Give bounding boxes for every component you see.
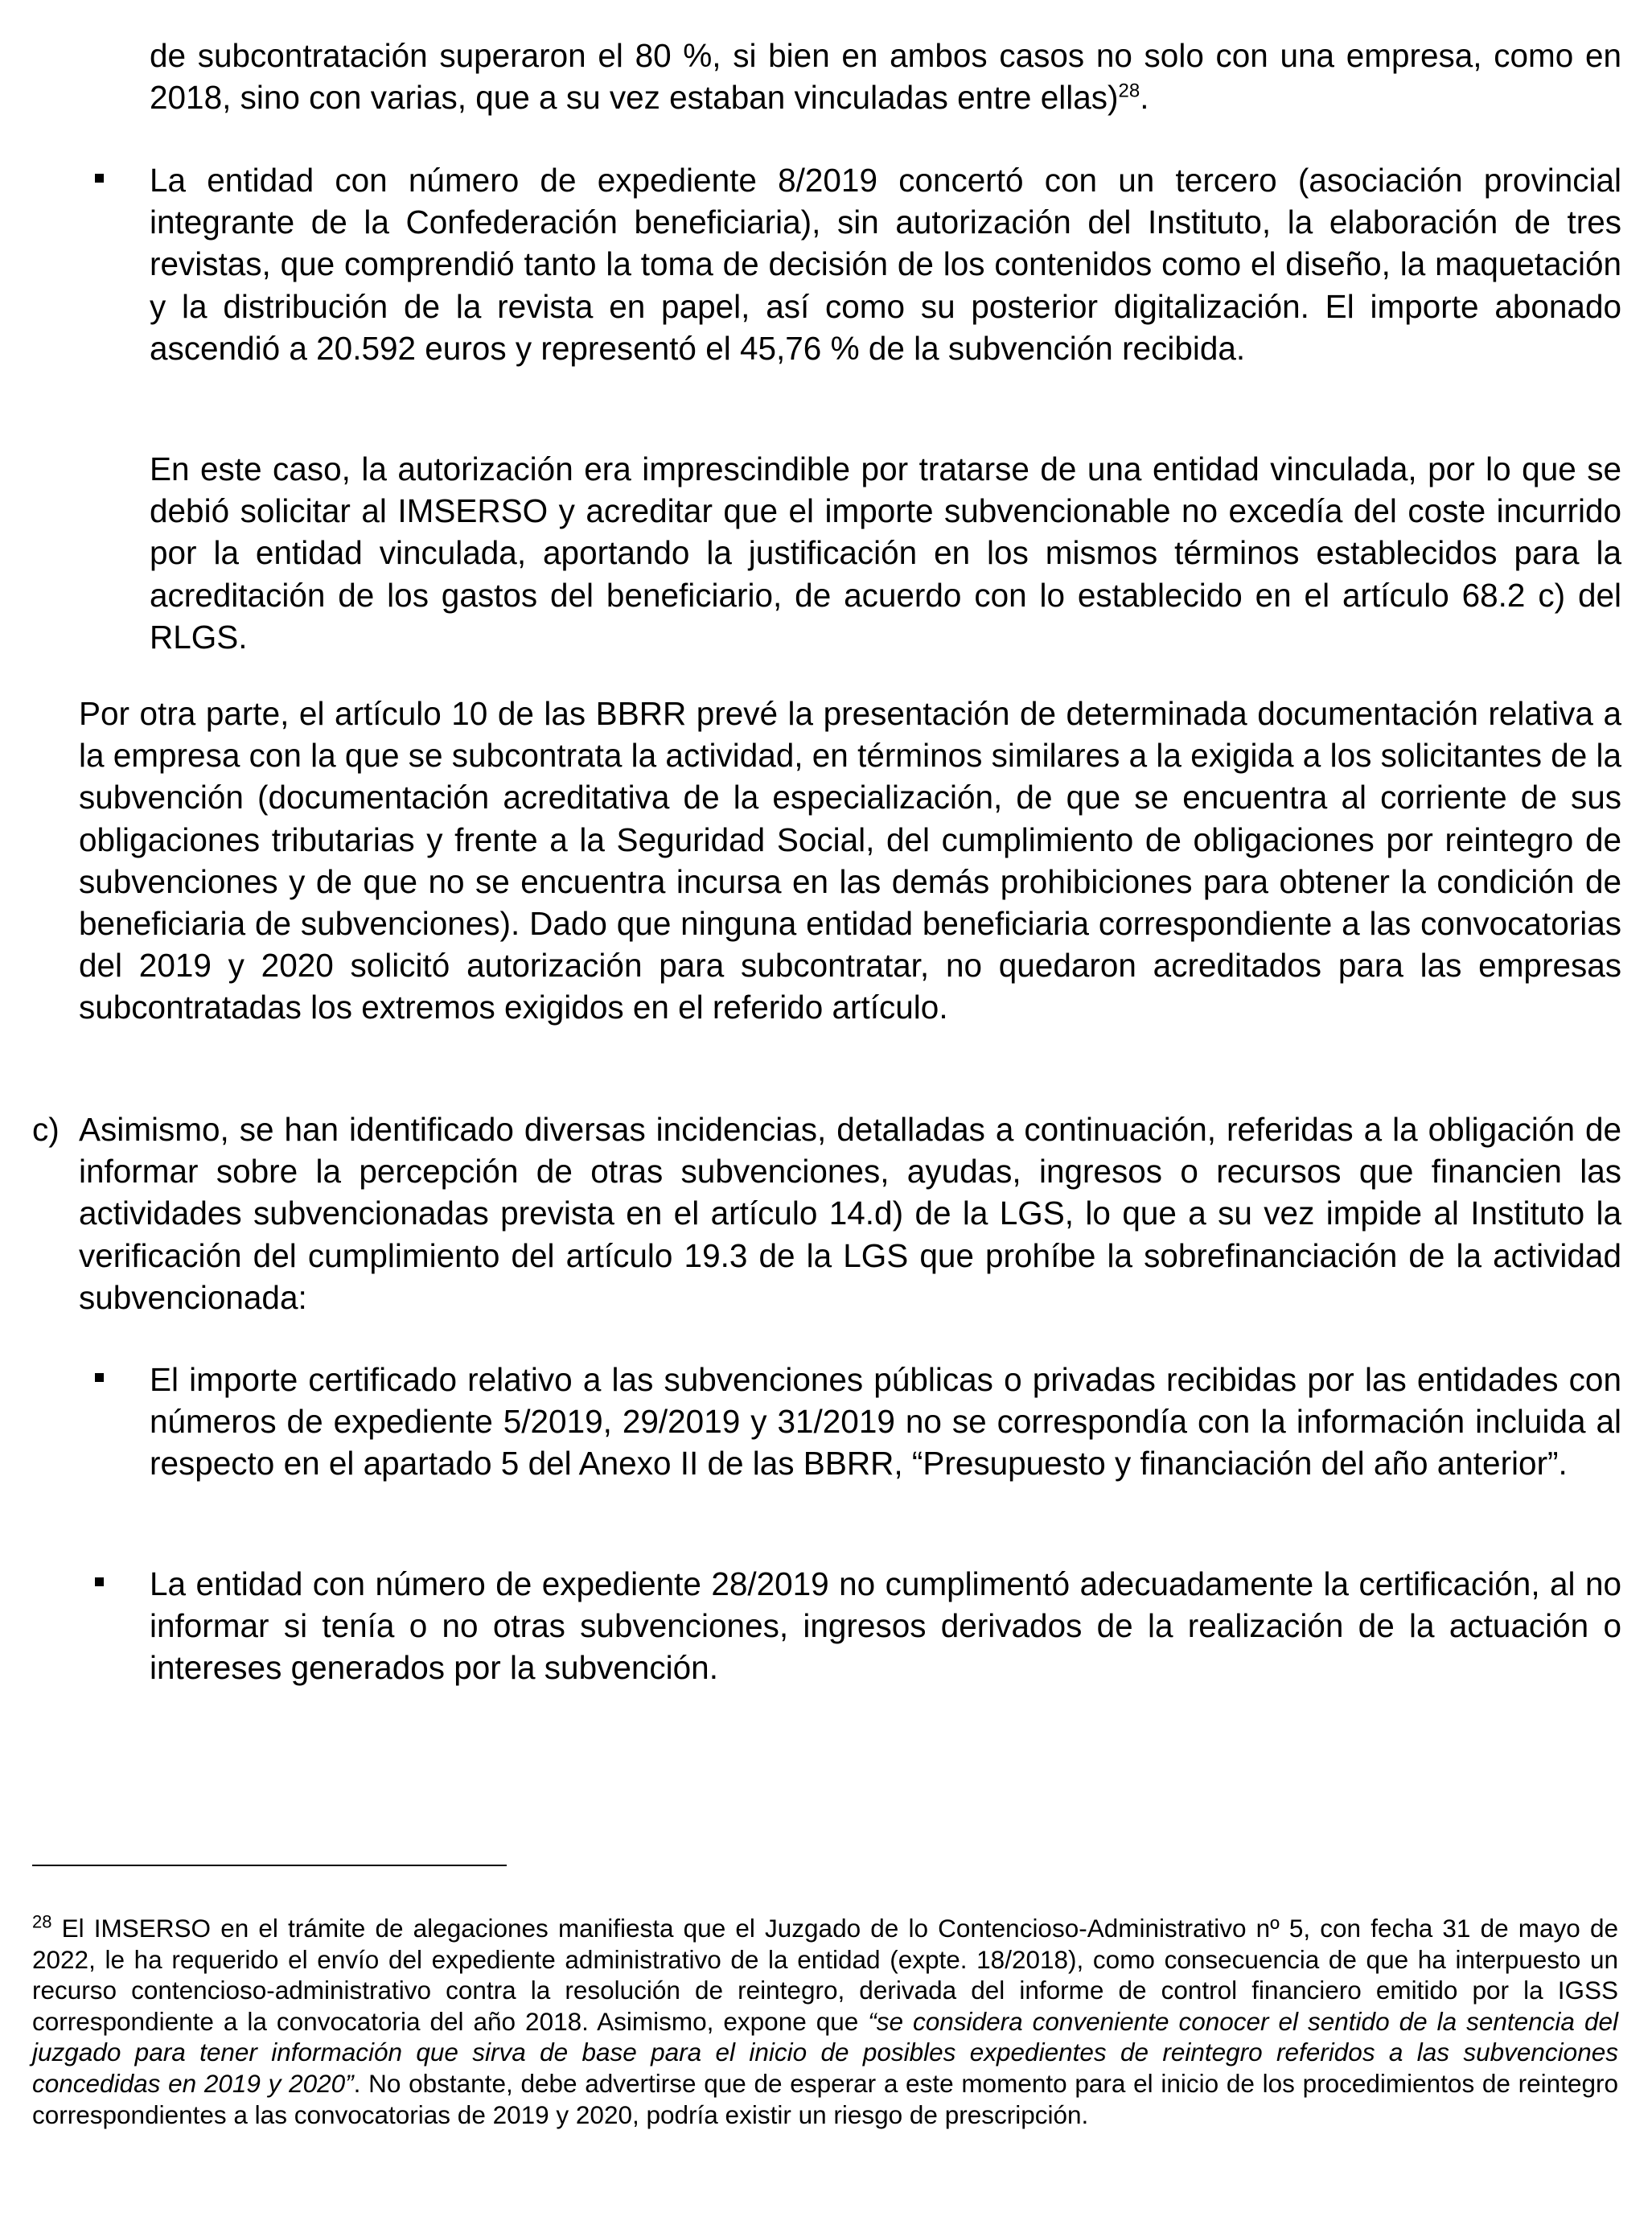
footnote-text-before: El IMSERSO en el trámite de alegaciones manifiesta que el Juzgado de lo Contencioso-Administrativo nº 5, con fecha 31 de mayo de 2022, le ha requerido el envío del expediente administrativo de la entidad (expte. 18/2018), como consecuencia de que ha interpuesto un recurso contencioso-administrativo contra la resolución de reintegro, derivada del informe de control financiero emitido por la IGSS correspondiente a la convocatoria del año 2018. Asimismo, expone que xyxy=(32,1914,1618,2036)
bullet-marker-2 xyxy=(95,1373,104,1382)
footnote-ref-28[interactable]: 28 xyxy=(1118,80,1140,102)
bullet2-paragraph: El importe certificado relativo a las subvenciones públicas o privadas recibidas por las entidades con números de expediente 5/2019, 29/2019 y 31/2019 no se correspondía con la información incluida al respecto en el apartado 5 del Anexo II de las BBRR, “Presupuesto y financiación del año anterior”. xyxy=(150,1361,1621,1482)
footnote-quote: “se considera conveniente conocer el sentido de la sentencia del juzgado para tener información que sirva de base para el inicio de posibles expedientes de reintegro referidos a las subvenciones concedidas en 2019 y 2020” xyxy=(32,2006,1618,2098)
bullet-marker-1 xyxy=(95,174,104,183)
item-c-marker: c) xyxy=(32,1111,60,1148)
item-c-paragraph: Asimismo, se han identificado diversas incidencias, detalladas a continuación, referidas a la obligación de informar sobre la percepción de otras subvenciones, ayudas, ingresos o recursos que financien las actividades subvencionadas prevista en el artículo 14.d) de la LGS, lo que a su vez impide al Instituto la verificación del cumplimiento del artículo 19.3 de la LGS que prohíbe la sobrefinanciación de la actividad subvencionada: xyxy=(79,1111,1621,1316)
footnote-text-after: . No obstante, debe advertirse que de esperar a este momento para el inicio de los procedimientos de reintegro correspondientes a las convocatorias de 2019 y 2020, podría existir un riesgo de prescripción. xyxy=(32,2068,1618,2129)
bullet-marker-3 xyxy=(95,1577,104,1586)
continuation-paragraph xyxy=(150,35,1621,118)
footnote-separator xyxy=(32,1865,507,1866)
bullet1-followup-paragraph: En este caso, la autorización era imprescindible por tratarse de una entidad vinculada, por lo que se debió solicitar al IMSERSO y acreditar que el importe subvencionable no excedía del coste incurrido por la entidad vinculada, aportando la justificación en los mismos términos establecidos para la acreditación de los gastos del beneficiario, de acuerdo con lo establecido en el artículo 68.2 c) del RLGS. xyxy=(150,450,1621,656)
continuation-end: . xyxy=(1140,79,1149,117)
continuation-text: de subcontratación superaron el 80 %, si bien en ambos casos no solo con una empresa, como en 2018, sino con varias, que a su vez estaban vinculadas entre ellas) xyxy=(150,37,1621,117)
bullet1-paragraph: La entidad con número de expediente 8/2019 concertó con un tercero (asociación provincial integrante de la Confederación beneficiaria), sin autorización del Instituto, la elaboración de tres revistas, que comprendió tanto la toma de decisión de los contenidos como el diseño, la maquetación y la distribución de la revista en papel, así como su posterior digitalización. El importe abonado ascendió a 20.592 euros y representó el 45,76 % de la subvención recibida. xyxy=(150,162,1621,367)
bullet3-paragraph: La entidad con número de expediente 28/2019 no cumplimentó adecuadamente la certificación, al no informar si tenía o no otras subvenciones, ingresos derivados de la realización de la actuación o intereses generados por la subvención. xyxy=(150,1565,1621,1687)
footnote-28 xyxy=(32,1913,1618,2130)
bbrr-paragraph: Por otra parte, el artículo 10 de las BBRR prevé la presentación de determinada documentación relativa a la empresa con la que se subcontrata la actividad, en términos similares a la exigida a los solicitantes de la subvención (documentación acreditativa de la especialización, de que se encuentra al corriente de sus obligaciones tributarias y frente a la Seguridad Social, del cumplimiento de obligaciones por reintegro de subvenciones y de que no se encuentra incursa en las demás prohibiciones para obtener la condición de beneficiaria de subvenciones). Dado que ninguna entidad beneficiaria correspondiente a las convocatorias del 2019 y 2020 solicitó autorización para subcontratar, no quedaron acreditados para las empresas subcontratadas los extremos exigidos en el referido artículo. xyxy=(79,695,1622,1026)
footnote-number: 28 xyxy=(32,1911,52,1932)
